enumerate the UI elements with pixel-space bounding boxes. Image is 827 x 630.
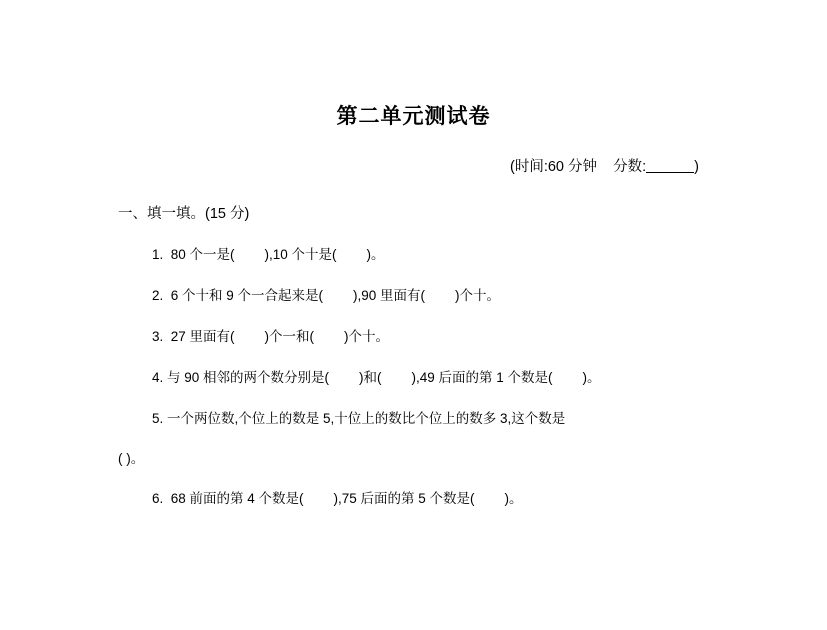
- question-5-continuation: ( )。: [118, 451, 145, 467]
- question-4: 4. 与 90 相邻的两个数分别是( )和( ),49 后面的第 1 个数是( )。: [152, 369, 601, 385]
- question-3: 3. 27 里面有( )个一和( )个十。: [152, 328, 390, 344]
- question-6: 6. 68 前面的第 4 个数是( ),75 后面的第 5 个数是( )。: [152, 491, 523, 507]
- exam-meta-end: ): [694, 159, 699, 175]
- worksheet-page: [0, 100, 827, 630]
- exam-meta: [0, 155, 827, 176]
- question-5: 5. 一个两位数,个位上的数是 5,十位上的数比个位上的数多 3,这个数是: [152, 410, 566, 426]
- question-1: 1. 80 个一是( ),10 个十是( )。: [152, 247, 385, 262]
- exam-meta-text: (时间:60 分钟 分数:: [509, 159, 647, 175]
- question-2: 2. 6 个十和 9 个一合起来是( ),90 里面有( )个十。: [152, 287, 501, 303]
- section-heading-fill-in: 一、填一填。(15 分): [118, 206, 250, 222]
- page-title: 第二单元测试卷: [336, 105, 491, 128]
- score-blank-line[interactable]: [646, 158, 694, 173]
